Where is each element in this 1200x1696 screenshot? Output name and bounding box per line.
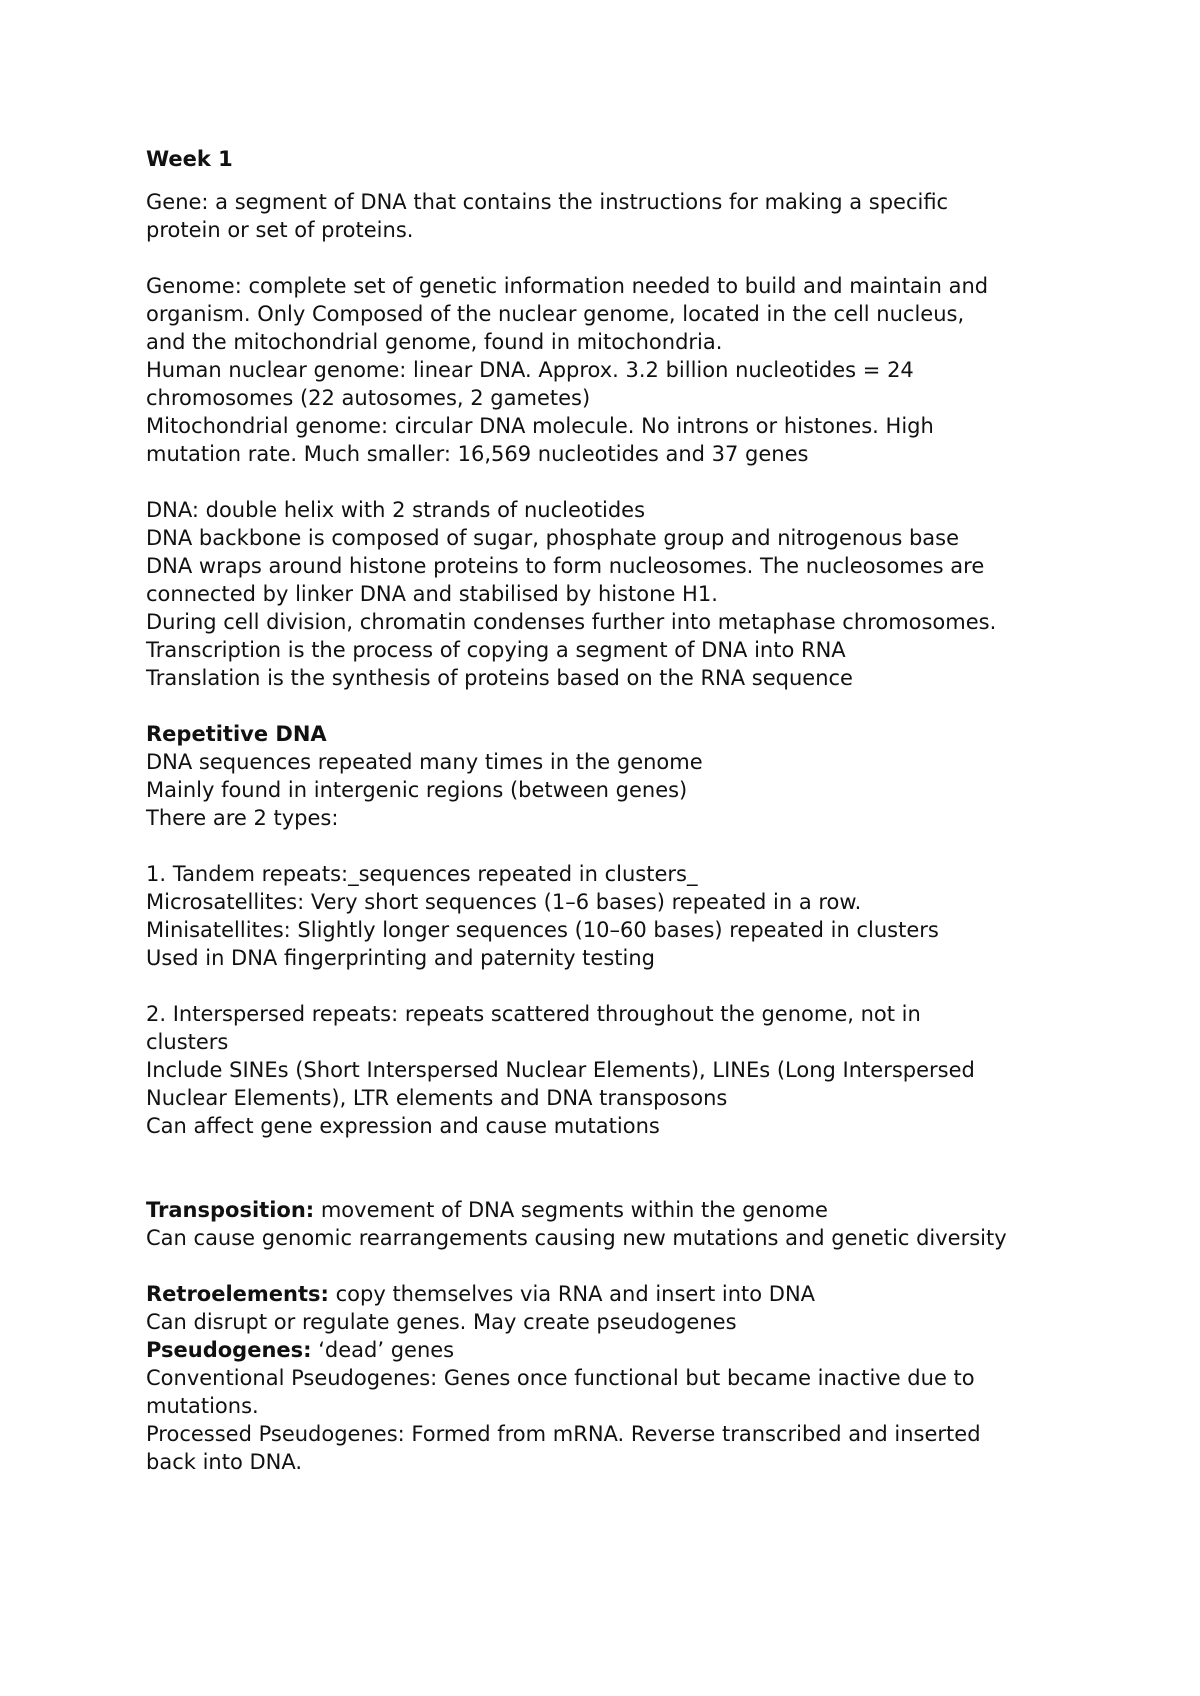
tandem-line-2: Microsatellites: Very short sequences (1–6 bases) repeated in a row. xyxy=(146,890,862,914)
pseudogenes-line-5: back into DNA. xyxy=(146,1450,303,1474)
dna-line-5: During cell division, chromatin condenses further into metaphase chromosomes. xyxy=(146,610,997,634)
gene-line-2: protein or set of proteins. xyxy=(146,218,414,242)
repetitive-dna-heading xyxy=(146,720,1086,748)
page-title: Week 1 xyxy=(146,147,233,171)
repetitive-line-1: DNA sequences repeated many times in the genome xyxy=(146,750,703,774)
pseudogenes-line-2: Conventional Pseudogenes: Genes once functional but became inactive due to xyxy=(146,1366,975,1390)
interspersed-line-5: Can affect gene expression and cause mutations xyxy=(146,1114,660,1138)
repetitive-dna-heading-text: Repetitive DNA xyxy=(146,722,327,746)
retroelements-line-1 xyxy=(146,1280,1086,1308)
transposition-line-2: Can cause genomic rearrangements causing new mutations and genetic diversity xyxy=(146,1226,1007,1250)
interspersed-line-1: 2. Interspersed repeats: repeats scattered throughout the genome, not in xyxy=(146,1002,921,1026)
interspersed-line-2: clusters xyxy=(146,1030,229,1054)
genome-line-7: mutation rate. Much smaller: 16,569 nucleotides and 37 genes xyxy=(146,442,809,466)
repetitive-line-2: Mainly found in intergenic regions (between genes) xyxy=(146,778,688,802)
tandem-line-3: Minisatellites: Slightly longer sequences (10–60 bases) repeated in clusters xyxy=(146,918,939,942)
gene-line-1: Gene: a segment of DNA that contains the instructions for making a specific xyxy=(146,190,949,214)
retroelements-line-2: Can disrupt or regulate genes. May create pseudogenes xyxy=(146,1310,737,1334)
pseudogenes-term: Pseudogenes: xyxy=(146,1338,312,1362)
retroelements-definition: copy themselves via RNA and insert into DNA xyxy=(328,1282,816,1306)
retroelements-term: Retroelements: xyxy=(146,1282,329,1306)
tandem-line-1: 1. Tandem repeats:_sequences repeated in clusters_ xyxy=(146,862,698,886)
genome-line-2: organism. Only Composed of the nuclear genome, located in the cell nucleus, xyxy=(146,302,965,326)
dna-line-3: DNA wraps around histone proteins to form nucleosomes. The nucleosomes are xyxy=(146,554,985,578)
tandem-line-4: Used in DNA fingerprinting and paternity testing xyxy=(146,946,655,970)
pseudogenes-definition: ‘dead’ genes xyxy=(311,1338,455,1362)
interspersed-line-3: Include SINEs (Short Interspersed Nuclear Elements), LINEs (Long Interspersed xyxy=(146,1058,975,1082)
repetitive-line-3: There are 2 types: xyxy=(146,806,339,830)
transposition-definition: movement of DNA segments within the genome xyxy=(314,1198,828,1222)
dna-line-6: Transcription is the process of copying a segment of DNA into RNA xyxy=(146,638,846,662)
dna-line-4: connected by linker DNA and stabilised by histone H1. xyxy=(146,582,718,606)
pseudogenes-line-1 xyxy=(146,1336,1086,1364)
dna-line-1: DNA: double helix with 2 strands of nucleotides xyxy=(146,498,646,522)
genome-line-3: and the mitochondrial genome, found in mitochondria. xyxy=(146,330,723,354)
genome-line-6: Mitochondrial genome: circular DNA molecule. No introns or histones. High xyxy=(146,414,934,438)
dna-line-2: DNA backbone is composed of sugar, phosphate group and nitrogenous base xyxy=(146,526,960,550)
genome-line-5: chromosomes (22 autosomes, 2 gametes) xyxy=(146,386,591,410)
pseudogenes-line-4: Processed Pseudogenes: Formed from mRNA. Reverse transcribed and inserted xyxy=(146,1422,981,1446)
genome-line-1: Genome: complete set of genetic information needed to build and maintain and xyxy=(146,274,989,298)
pseudogenes-line-3: mutations. xyxy=(146,1394,259,1418)
transposition-term: Transposition: xyxy=(146,1198,315,1222)
dna-line-7: Translation is the synthesis of proteins based on the RNA sequence xyxy=(146,666,853,690)
genome-line-4: Human nuclear genome: linear DNA. Approx. 3.2 billion nucleotides = 24 xyxy=(146,358,914,382)
transposition-line-1 xyxy=(146,1196,1086,1224)
document-page xyxy=(146,145,1086,1476)
interspersed-line-4: Nuclear Elements), LTR elements and DNA transposons xyxy=(146,1086,728,1110)
